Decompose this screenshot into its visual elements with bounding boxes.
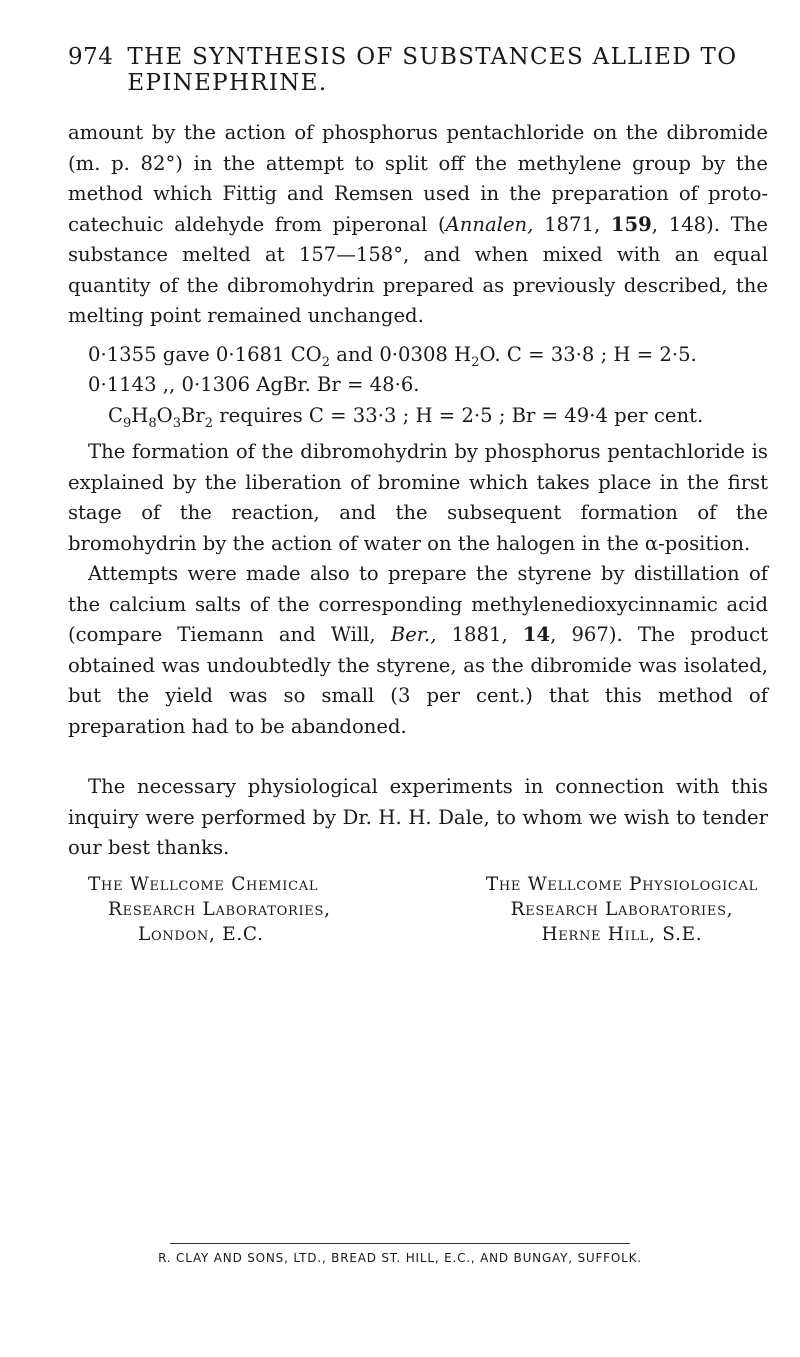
- signature-chemical-laboratories: [68, 872, 331, 947]
- signature-line: The Wellcome Physiological: [485, 873, 758, 895]
- analysis-requires-line: $C_9H_8O_3Br_2$ requires C = 33·3 ; H = 2·5 ; Br = 49·4 per cent.: [108, 403, 704, 431]
- page-number: 974: [68, 44, 114, 70]
- running-title: THE SYNTHESIS OF SUBSTANCES ALLIED TO EPINEPHRINE.: [127, 44, 738, 96]
- volume-number: 159: [610, 212, 652, 236]
- signature-physiological-laboratories: [486, 872, 768, 947]
- page: [68, 44, 768, 947]
- paragraph-dibromohydrin-method: amount by the action of phosphorus pentachloride on the dibromide (m. p. 82°) in the attempt to split off the methylene group by the method which Fittig and Remsen used in the preparation of proto-catechuic aldehyde from piperonal (Annalen, 1871, 159, 148). The substance melted at 157—158°, and when mixed with an equal quantity of the dibromohydrin prepared as previously described, the melting point remained unchanged.: [68, 121, 768, 327]
- printer-imprint: R. CLAY AND SONS, LTD., BREAD ST. HILL, E.C., AND BUNGAY, SUFFOLK.: [158, 1251, 642, 1265]
- journal-annalen: Annalen,: [445, 212, 534, 236]
- running-header: [68, 44, 768, 96]
- paragraph-styrene-attempts: Attempts were made also to prepare the styrene by distillation of the calcium salts of the corresponding methylenedioxycinnamic acid (compare Tiemann and Will, Ber., 1881, 14, 967). The product obtained was undoubtedly the styrene, as the dibromide was isolated, but the yield was so small (3 per cent.) that this method of preparation had to be abandoned.: [68, 562, 768, 738]
- signature-line: Herne Hill, S.E.: [541, 923, 703, 945]
- signature-block: [68, 872, 768, 947]
- signature-line: London, E.C.: [138, 923, 264, 945]
- signature-line: Research Laboratories,: [510, 898, 734, 920]
- analysis-line-1: 0·1355 gave 0·1681 $CO_2$ and 0·0308 $H_2O$. C = 33·8 ; H = 2·5.: [88, 342, 697, 370]
- journal-ber: Ber.,: [390, 623, 437, 646]
- signature-line: The Wellcome Chemical: [88, 873, 319, 895]
- paragraph-formation-explanation: The formation of the dibromohydrin by phosphorus pentachloride is explained by the liberation of bromine which takes place in the first stage of the reaction, and the subsequent formation of the bromohydrin by the action of water on the halogen in the α-position.: [68, 440, 768, 555]
- volume-number: 14: [522, 623, 551, 646]
- signature-line: Research Laboratories,: [108, 898, 331, 920]
- paragraph-acknowledgement: The necessary physiological experiments in connection with this inquiry were performed by Dr. H. H. Dale, to whom we wish to tender our best thanks.: [68, 775, 768, 859]
- analysis-line-2: 0·1143 ,, 0·1306 AgBr. Br = 48·6.: [88, 373, 420, 396]
- footer-rule: [170, 1243, 630, 1244]
